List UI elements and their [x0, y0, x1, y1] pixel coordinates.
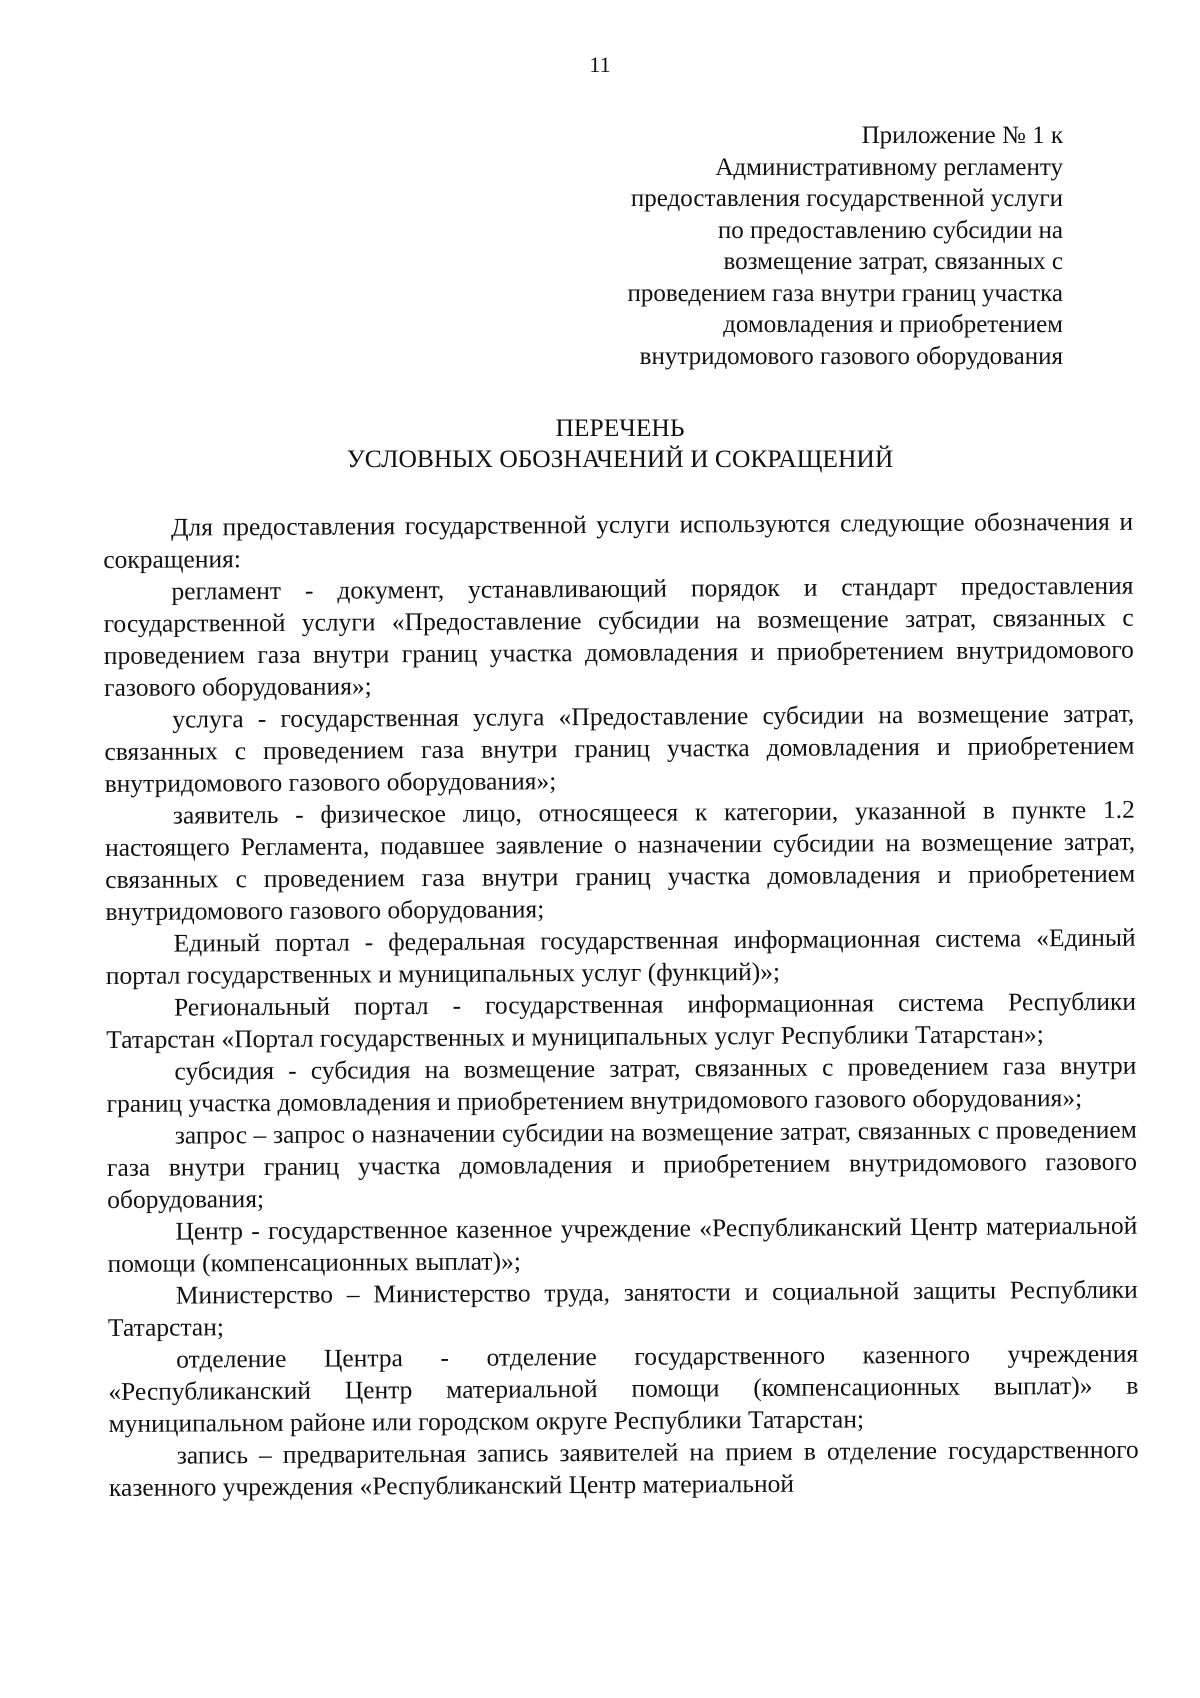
document-title [0, 412, 1200, 474]
definition-regionalnyi-portal: Региональный портал - государственная информационная система Республики Татарстан «Портал государственных и муниципальных услуг Республики Татарстан»; [106, 986, 1137, 1054]
appendix-line: внутридомового газового оборудования [639, 342, 1063, 370]
definition-edinyi-portal: Единый портал - федеральная государственная информационная система «Единый портал государственных и муниципальных услуг (функций)»; [105, 922, 1136, 990]
definition-reglament: регламент - документ, устанавливающий порядок и стандарт предоставления государственной услуги «Предоставление субсидии на возмещение затрат, связанных с проведением газа внутри границ участка домовладения и приобретением внутридомового газового оборудования»; [103, 570, 1134, 702]
page-number: 11 [589, 52, 611, 77]
title-line-1: ПЕРЕЧЕНЬ [555, 413, 685, 442]
appendix-line: домовладения и приобретением [723, 311, 1063, 338]
definition-otdelenie-tsentra: отделение Центра - отделение государственного казенного учреждения «Республиканский Центр материальной помощи (компенсационных выплат)» в муниципальном районе или городском округе Республики Татарстан; [108, 1338, 1139, 1438]
appendix-line: Приложение № 1 к [861, 122, 1063, 149]
appendix-header [503, 120, 1063, 372]
appendix-line: по предоставлению субсидии на [717, 216, 1063, 244]
definition-zapros: запрос – запрос о назначении субсидии на возмещение затрат, связанных с проведением газа внутри границ участка домовладения и приобретением внутридомового газового оборудования; [106, 1114, 1138, 1214]
definition-zapis: запись – предварительная запись заявителей на прием в отделение государственного казенного учреждения «Республиканский Центр материальной [108, 1434, 1139, 1502]
definition-subsidiya: субсидия - субсидия на возмещение затрат, связанных с проведением газа внутри границ участка домовладения и приобретением внутридомового газового оборудования»; [106, 1050, 1137, 1118]
title-line-2: УСЛОВНЫХ ОБОЗНАЧЕНИЙ И СОКРАЩЕНИЙ [346, 444, 894, 473]
definition-usluga: услуга - государственная услуга «Предоставление субсидии на возмещение затрат, связанных с проведением газа внутри границ участка домовладения и приобретением внутридомового газового оборудования»; [104, 698, 1135, 798]
appendix-line: Административному регламенту [715, 153, 1063, 181]
definition-tsentr: Центр - государственное казенное учреждение «Республиканский Центр материальной помощи (компенсационных выплат)»; [107, 1210, 1138, 1278]
paragraph-intro: Для предоставления государственной услуги используются следующие обозначения и сокращения: [103, 506, 1134, 574]
definition-ministerstvo: Министерство – Министерство труда, занятости и социальной защиты Республики Татарстан; [107, 1274, 1138, 1342]
definition-zayavitel: заявитель - физическое лицо, относящееся к категории, указанной в пункте 1.2 настоящего Регламента, подавшее заявление о назначении субсидии на возмещение затрат, связанных с проведением газа внутри границ участка домовладения и приобретением внутридомового газового оборудования; [104, 794, 1136, 926]
document-body [103, 506, 1139, 1504]
appendix-line: предоставления государственной услуги [630, 185, 1063, 212]
appendix-line: проведением газа внутри границ участка [627, 279, 1063, 307]
appendix-line: возмещение затрат, связанных с [723, 248, 1063, 275]
